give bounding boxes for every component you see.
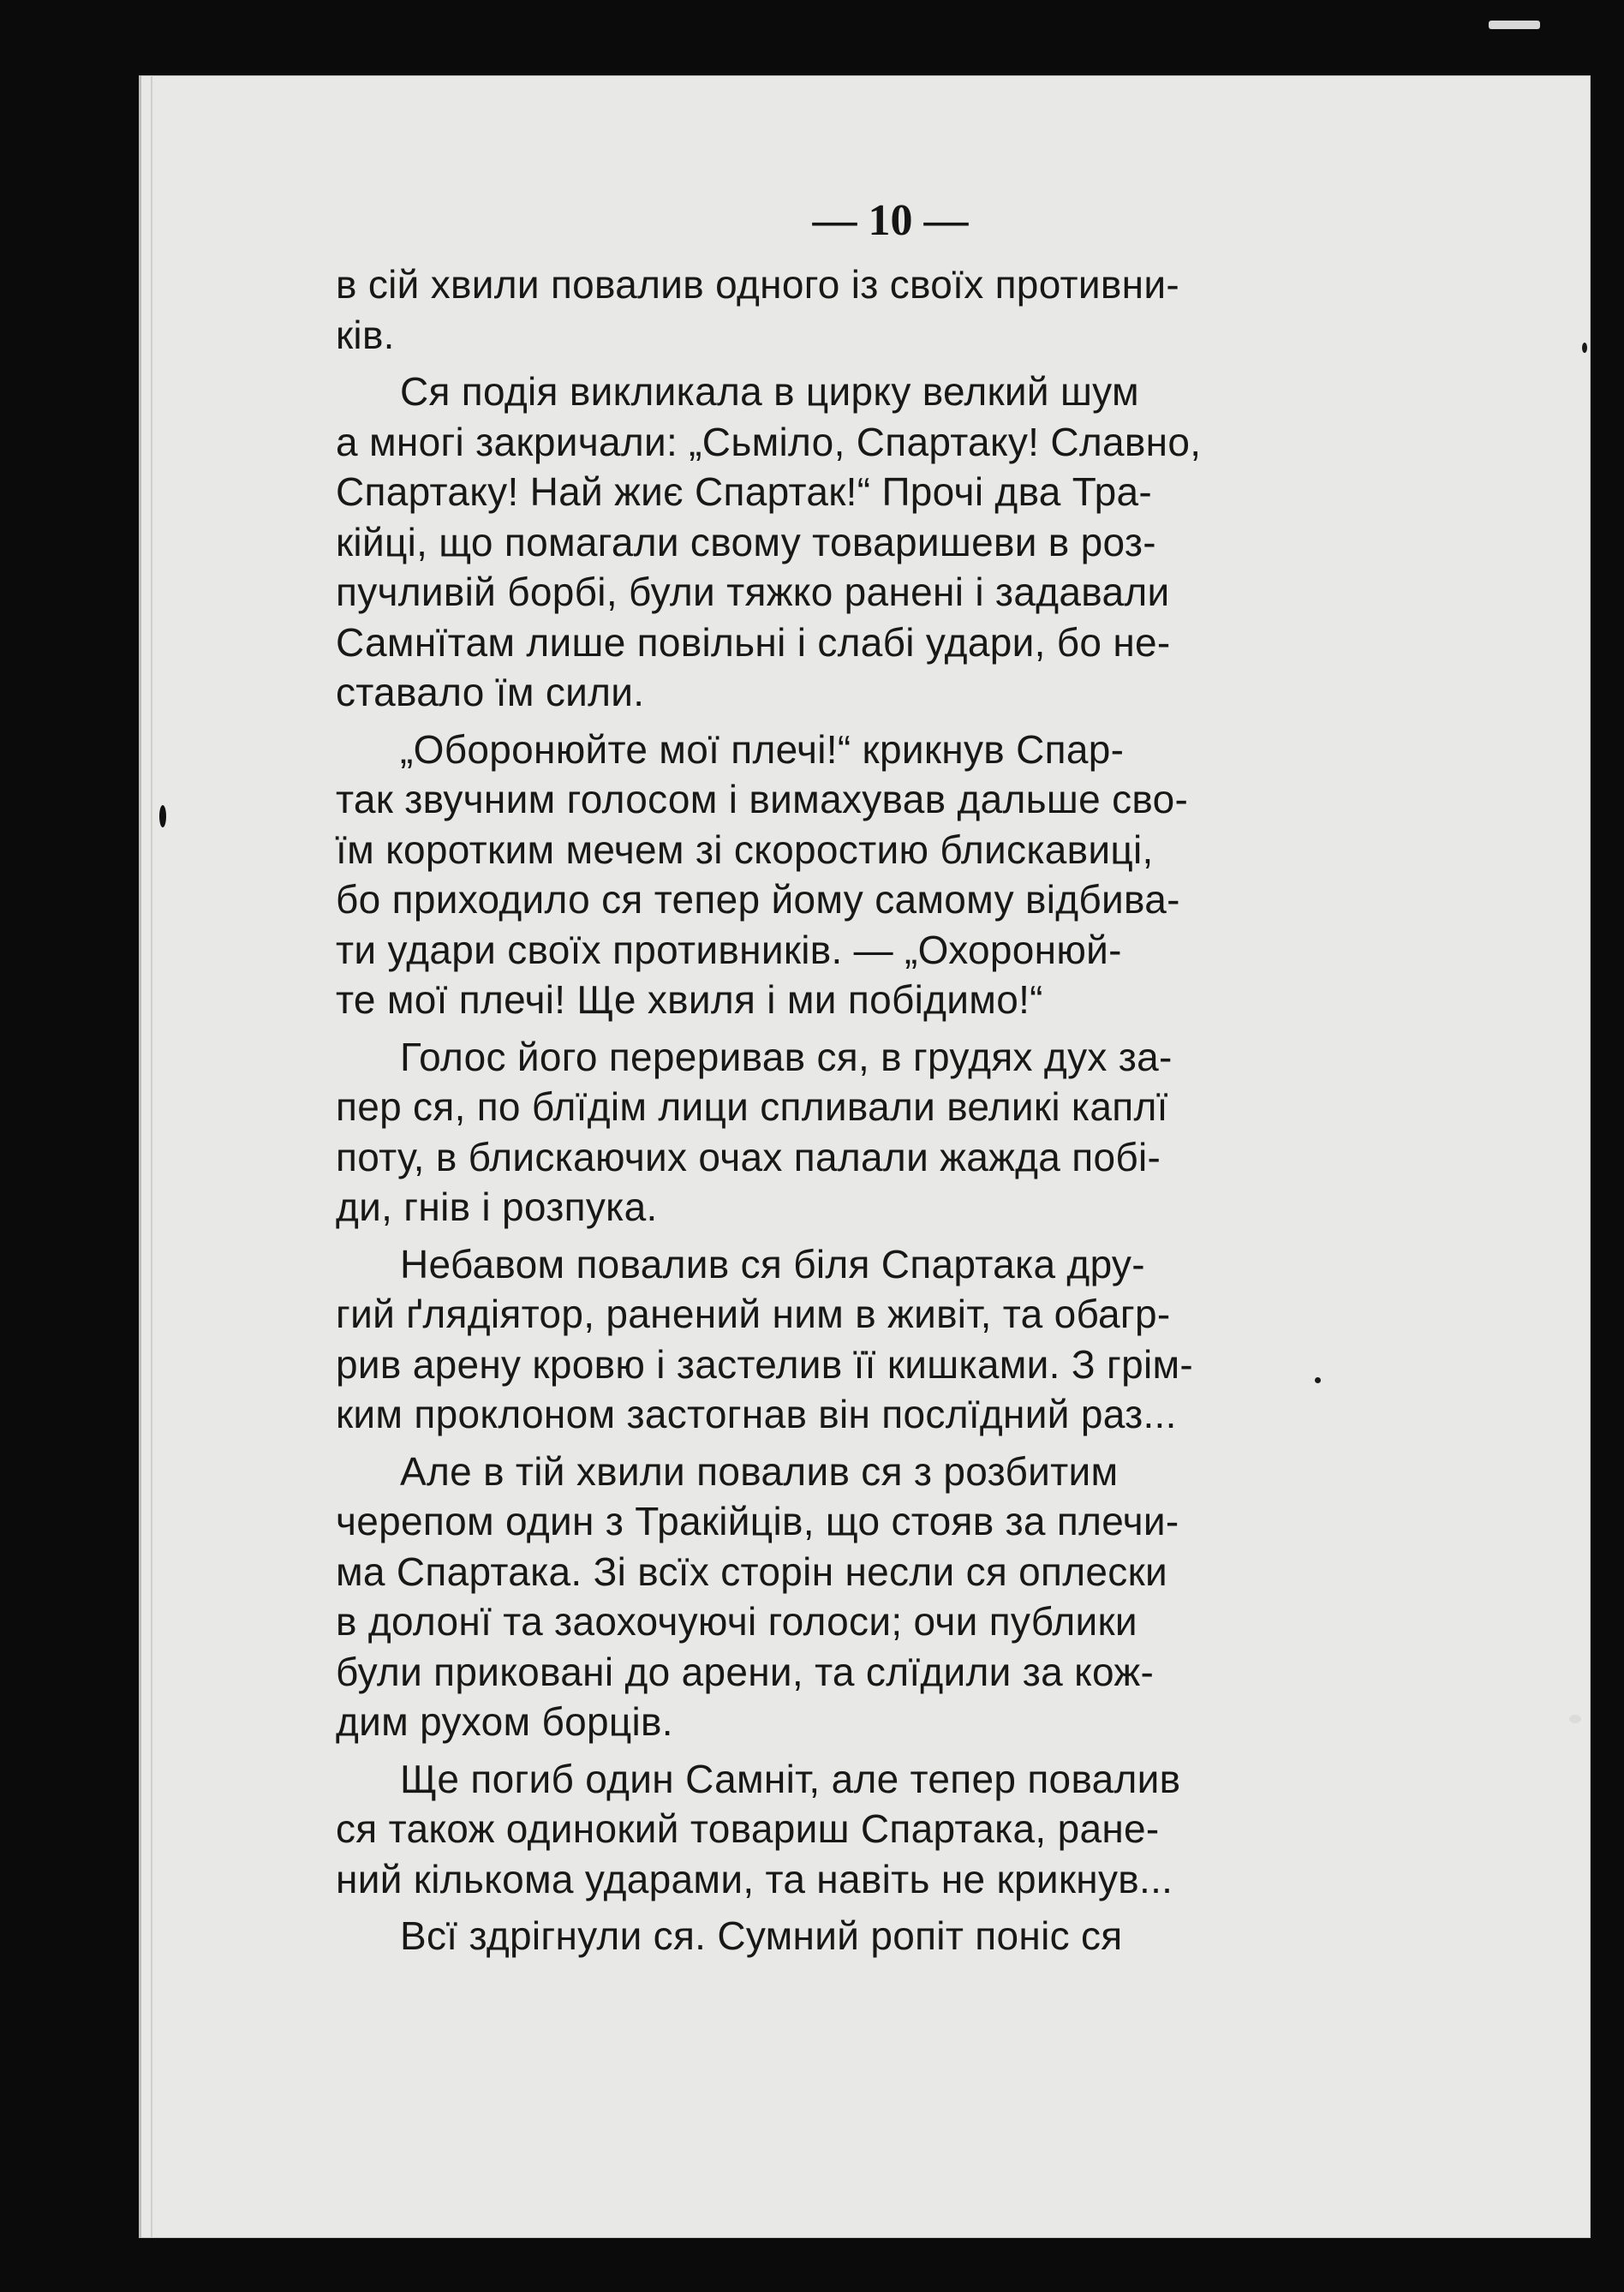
text-line: ди, гнів і розпука. <box>336 1185 658 1229</box>
paragraph <box>336 1032 1411 1233</box>
text-line: Небавом повалив ся біля Спартака дру- <box>400 1241 1145 1286</box>
text-line: їм коротким мечем зі скоростию блискавиці, <box>336 827 1154 872</box>
text-line: Самнїтам лише повільні і слабі удари, бо не- <box>336 619 1171 665</box>
paragraph <box>336 1911 1411 1961</box>
paragraph <box>336 260 1411 360</box>
text-line: ти удари своїх противників. — „Охоронюй- <box>336 927 1122 972</box>
text-line: бо приходило ся тепер йому самому відбива- <box>336 877 1180 922</box>
text-line: Ще погиб один Самніт, але тепер повалив <box>400 1756 1181 1801</box>
scan-speck <box>159 805 166 827</box>
text-line: кійці, що помагали свому товаришеви в роз- <box>336 519 1156 564</box>
page-number: — 10 — <box>812 196 969 245</box>
text-line: пучливій борбі, були тяжко ранені і задавали <box>336 570 1170 614</box>
text-line: ким проклоном застогнав він послїдний раз... <box>336 1392 1177 1436</box>
paragraph <box>336 725 1411 1025</box>
page-edge-left <box>139 75 141 2238</box>
paragraph <box>336 1447 1411 1747</box>
text-line: ків. <box>336 312 395 357</box>
paragraph <box>336 1239 1411 1440</box>
text-line: ма Спартака. Зі всїх сторін несли ся оплески <box>336 1549 1168 1594</box>
text-line: пер ся, по блїдім лици спливали великі каплї <box>336 1084 1168 1129</box>
text-line: черепом один з Тракійців, що стояв за плечи- <box>336 1499 1179 1543</box>
text-line: ся також одинокий товариш Спартака, ране- <box>336 1806 1160 1851</box>
text-line: дим рухом борців. <box>336 1699 673 1744</box>
page-edge-inner <box>151 75 152 2238</box>
text-line: „Оборонюйте мої плечі!“ крикнув Спар- <box>400 726 1125 772</box>
text-line: в долонї та заохочуючі голоси; очи публики <box>336 1599 1137 1644</box>
scan-speck <box>1315 1377 1321 1383</box>
paragraph <box>336 367 1411 718</box>
text-line: були приковані до арени, та слїдили за кож- <box>336 1649 1155 1694</box>
scan-speck <box>1582 343 1587 353</box>
body-text <box>336 260 1411 1961</box>
text-line: Спартаку! Най жиє Спартак!“ Прочі два Тра- <box>336 469 1152 514</box>
text-line: поту, в блискаючих очах палали жажда побі- <box>336 1134 1161 1179</box>
text-line: а многі закричали: „Сьміло, Спартаку! Славно, <box>336 419 1202 464</box>
text-line: в сій хвили повалив одного із своїх противни- <box>336 262 1179 307</box>
text-line: Але в тій хвили повалив ся з розбитим <box>400 1448 1119 1494</box>
text-line: ставало їм сили. <box>336 670 645 714</box>
text-line: ний кількома ударами, та навіть не крикнув... <box>336 1856 1173 1901</box>
text-line: Ся подія викликала в цирку велкий шум <box>400 369 1139 414</box>
text-line: те мої плечі! Ще хвиля і ми побідимо!“ <box>336 977 1043 1022</box>
text-line: Голос його переривав ся, в грудях дух за- <box>400 1034 1173 1079</box>
scan-speck <box>1489 21 1540 29</box>
book-page <box>139 75 1591 2238</box>
paragraph <box>336 1754 1411 1905</box>
text-line: так звучним голосом і вимахував дальше сво- <box>336 777 1189 821</box>
text-line: Всї здрігнули ся. Сумний ропіт поніс ся <box>400 1913 1123 1958</box>
text-line: гий ґлядіятор, ранений ним в живіт, та обагр- <box>336 1292 1171 1336</box>
scan-speck <box>1569 1715 1581 1723</box>
text-line: рив арену кровю і застелив її кишками. З грім- <box>336 1341 1194 1387</box>
